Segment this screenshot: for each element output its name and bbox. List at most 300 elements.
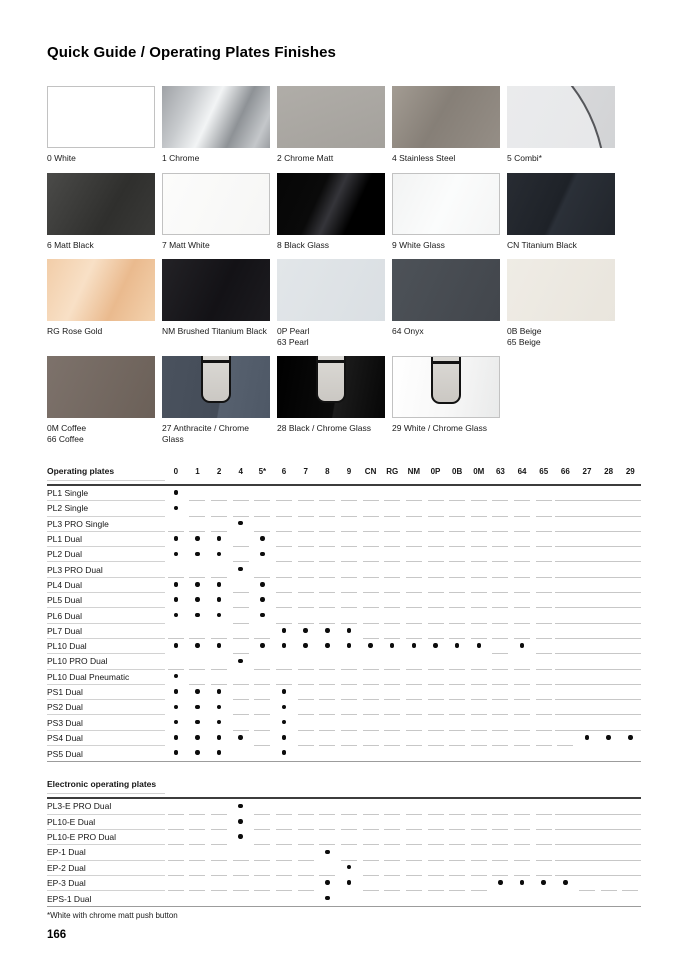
matrix-cell [381,562,403,577]
matrix-cell [490,562,512,577]
matrix-cell [403,700,425,715]
matrix-cell [619,830,641,845]
matrix-cell [360,685,382,700]
matrix-cell [338,639,360,654]
matrix-cell [490,861,512,876]
matrix-cell [295,731,317,746]
matrix-cell [338,700,360,715]
matrix-cell [165,799,187,814]
table-row [47,700,641,715]
availability-dot [585,735,590,740]
finish-swatch-cn-titanium-black [507,173,615,235]
matrix-cell [555,624,577,639]
matrix-cell [338,891,360,906]
table-row [47,731,641,746]
finish-swatch-0m-66-coffee [47,356,155,418]
footnote: *White with chrome matt push button [47,911,178,921]
matrix-cell [165,670,187,685]
matrix-cell [555,685,577,700]
matrix-cell [338,815,360,830]
matrix-cell [230,891,252,906]
availability-dot [217,536,222,541]
matrix-cell [360,715,382,730]
matrix-cell [316,578,338,593]
matrix-cell [165,746,187,761]
matrix-cell [533,486,555,501]
finish-label [277,153,385,164]
availability-dot [238,521,243,526]
finish-label [507,240,615,251]
matrix-cell [425,830,447,845]
matrix-cell [425,654,447,669]
finish-label-line: RG Rose Gold [47,326,103,336]
matrix-cell [533,685,555,700]
matrix-cell [576,654,598,669]
matrix-cell [316,501,338,516]
matrix-cell [468,845,490,860]
matrix-cell [360,624,382,639]
matrix-cell [533,608,555,623]
row-label: EPS-1 Dual [47,893,92,904]
finish-item [162,356,270,444]
matrix-cell [598,624,620,639]
finish-label [392,240,500,251]
availability-dot [520,880,525,885]
matrix-cell [295,624,317,639]
matrix-cell [360,746,382,761]
matrix-cell [511,639,533,654]
availability-dot [217,552,222,557]
matrix-cell [533,562,555,577]
matrix-cell [425,486,447,501]
matrix-cell [165,593,187,608]
row-label: PL10-E PRO Dual [47,830,165,845]
matrix-cell [316,731,338,746]
section-heading: Operating plates [47,462,165,481]
table-row [47,593,641,608]
matrix-cell [555,891,577,906]
finish-swatch-rg-rose-gold [47,259,155,321]
matrix-cell [295,799,317,814]
matrix-cell [490,517,512,532]
matrix-cell [555,815,577,830]
matrix-cell [187,845,209,860]
matrix-cell [576,746,598,761]
table-row [47,799,641,814]
availability-dot [541,880,546,885]
matrix-cell [381,593,403,608]
table-row [47,715,641,730]
matrix-cell [295,891,317,906]
matrix-cell [273,845,295,860]
finish-label-line: 0M Coffee [47,423,87,433]
matrix-cell [555,731,577,746]
matrix-cell [316,685,338,700]
matrix-cell [165,517,187,532]
matrix-cell [273,891,295,906]
finish-label [162,326,270,337]
matrix-cell [316,799,338,814]
matrix-cell [230,517,252,532]
finish-item [507,173,615,251]
matrix-cell [273,562,295,577]
availability-dot [174,720,179,725]
table-row [47,815,641,830]
matrix-cell [598,562,620,577]
matrix-cell [425,731,447,746]
matrix-cell [598,830,620,845]
matrix-cell [490,593,512,608]
matrix-cell [425,501,447,516]
matrix-cell [576,578,598,593]
finish-label [507,153,615,164]
matrix-cell [555,830,577,845]
matrix-cell [598,861,620,876]
matrix-cell [533,578,555,593]
matrix-cell [381,830,403,845]
matrix-cell [252,593,274,608]
matrix-cell [252,654,274,669]
row-label: EP-1 Dual [47,845,165,860]
matrix-cell [273,830,295,845]
matrix-cell [446,517,468,532]
row-label: EP-2 Dual [47,861,165,876]
matrix-cell [338,501,360,516]
matrix-cell [446,639,468,654]
matrix-cell [576,501,598,516]
finish-swatch-28-black-chrome-glass [277,356,385,418]
table-row [47,532,641,547]
matrix-cell [403,830,425,845]
matrix-cell [230,486,252,501]
matrix-cell [187,731,209,746]
matrix-cell [425,624,447,639]
matrix-cell [208,715,230,730]
matrix-cell [619,578,641,593]
matrix-cell [468,593,490,608]
table-row [47,562,641,577]
column-header: 0P [430,467,441,476]
finish-swatch-9-white-glass [392,173,500,235]
row-label: PL10 PRO Dual [47,654,165,669]
matrix-cell [446,608,468,623]
matrix-cell [360,593,382,608]
matrix-cell [381,746,403,761]
column-header: 63 [495,467,505,476]
matrix-cell [360,532,382,547]
finish-swatch-5-combi [507,86,615,148]
matrix-cell [381,501,403,516]
matrix-cell [338,746,360,761]
matrix-cell [338,593,360,608]
matrix-cell [576,830,598,845]
finish-item [47,86,155,164]
matrix-cell [598,501,620,516]
matrix-cell [446,861,468,876]
matrix-cell [468,746,490,761]
availability-dot [606,735,611,740]
matrix-cell [446,815,468,830]
matrix-cell [208,830,230,845]
availability-dot [282,720,287,725]
matrix-cell [468,517,490,532]
matrix-cell [511,700,533,715]
matrix-cell [252,715,274,730]
push-button [316,356,346,403]
availability-dot [325,896,330,901]
matrix-cell [381,578,403,593]
finish-label-line: 6 Matt Black [47,239,94,250]
matrix-cell [576,700,598,715]
matrix-cell [165,624,187,639]
finish-item [162,86,270,164]
matrix-cell [316,654,338,669]
matrix-cell [403,891,425,906]
matrix-cell [598,799,620,814]
matrix-cell [360,639,382,654]
row-label: PL1 Single [47,486,165,501]
availability-dot [347,628,352,633]
matrix-cell [425,799,447,814]
matrix-cell [533,624,555,639]
matrix-cell [619,700,641,715]
matrix-cell [338,731,360,746]
matrix-cell [490,746,512,761]
finish-item [392,173,500,251]
matrix-cell [576,547,598,562]
availability-dot [282,750,287,755]
matrix-cell [576,593,598,608]
matrix-cell [381,715,403,730]
matrix-cell [230,670,252,685]
finish-label-line: 2 Chrome Matt [277,153,334,163]
matrix-cell [252,670,274,685]
matrix-cell [576,486,598,501]
matrix-cell [468,639,490,654]
finish-label [392,423,500,434]
matrix-cell [230,876,252,891]
matrix-cell [381,532,403,547]
matrix-cell [187,799,209,814]
availability-dot [433,643,438,648]
matrix-cell [468,799,490,814]
finish-swatch-1-chrome [162,86,270,148]
finish-label [47,423,155,444]
matrix-cell [338,562,360,577]
availability-dot [260,613,265,618]
matrix-cell [533,830,555,845]
matrix-cell [446,654,468,669]
matrix-cell [403,845,425,860]
table-row [47,845,641,860]
matrix-cell [555,639,577,654]
availability-dot [498,880,503,885]
column-header: 28 [604,467,614,476]
matrix-cell [598,639,620,654]
matrix-cell [187,501,209,516]
finish-swatch-8-black-glass [277,173,385,235]
matrix-cell [425,700,447,715]
matrix-cell [273,815,295,830]
matrix-cell [316,593,338,608]
availability-dot [217,643,222,648]
matrix-cell [381,639,403,654]
finish-label-line: 27 Anthracite / Chrome Glass [162,423,249,444]
row-label: PL5 Dual [47,593,165,608]
matrix-cell [468,815,490,830]
matrix-cell [381,799,403,814]
matrix-cell [360,501,382,516]
availability-dot [282,689,287,694]
matrix-cell [208,746,230,761]
matrix-cell [338,486,360,501]
matrix-cell [555,861,577,876]
matrix-cell [230,532,252,547]
availability-dot [238,819,243,824]
matrix-cell [316,700,338,715]
availability-dot [195,552,200,557]
matrix-cell [403,593,425,608]
matrix-cell [273,670,295,685]
matrix-cell [165,654,187,669]
matrix-cell [403,639,425,654]
matrix-cell [295,608,317,623]
matrix-cell [619,876,641,891]
matrix-cell [619,547,641,562]
matrix-cell [576,715,598,730]
availability-dot [260,643,265,648]
matrix-cell [252,799,274,814]
matrix-cell [490,532,512,547]
matrix-cell [490,501,512,516]
table-row [47,685,641,700]
matrix-cell [381,700,403,715]
section-header-0 [47,462,641,486]
matrix-cell [576,685,598,700]
table-row [47,746,641,762]
matrix-cell [619,815,641,830]
matrix-cell [230,608,252,623]
matrix-cell [598,891,620,906]
matrix-cell [338,845,360,860]
matrix-cell [425,715,447,730]
matrix-cell [252,639,274,654]
matrix-cell [403,532,425,547]
row-label: PS1 Dual [47,685,165,700]
availability-dot [195,705,200,710]
matrix-cell [555,608,577,623]
matrix-cell [230,562,252,577]
matrix-cell [208,501,230,516]
finish-label-line: 66 Coffee [47,433,84,444]
matrix-cell [208,593,230,608]
finish-swatch-0p-63-pearl [277,259,385,321]
matrix-cell [230,685,252,700]
matrix-cell [446,700,468,715]
matrix-cell [230,593,252,608]
availability-dot [238,834,243,839]
matrix-cell [252,845,274,860]
availability-dot [412,643,417,648]
matrix-cell [446,624,468,639]
matrix-cell [533,517,555,532]
matrix-cell [598,517,620,532]
matrix-cell [208,861,230,876]
matrix-cell [555,501,577,516]
matrix-cell [187,700,209,715]
matrix-cell [576,731,598,746]
availability-dot [282,628,287,633]
finish-swatch-6-matt-black [47,173,155,235]
finish-swatch-64-onyx [392,259,500,321]
matrix-cell [619,891,641,906]
matrix-cell [295,861,317,876]
matrix-cell [273,517,295,532]
matrix-cell [165,532,187,547]
finish-swatch-nm-brushed-titanium-black [162,259,270,321]
matrix-cell [295,639,317,654]
matrix-cell [576,876,598,891]
matrix-cell [555,486,577,501]
matrix-cell [360,547,382,562]
column-header: 0M [473,467,485,476]
row-label: PL10 Dual [47,639,165,654]
availability-dot [174,643,179,648]
row-label: EP-3 Dual [47,876,165,891]
finish-swatch-27-anthracite-chrome-glass [162,356,270,418]
matrix-cell [511,654,533,669]
matrix-cell [490,624,512,639]
matrix-cell [403,608,425,623]
matrix-cell [360,830,382,845]
matrix-cell [338,517,360,532]
table-row [47,639,641,654]
column-header: 0B [452,467,463,476]
matrix-cell [360,486,382,501]
matrix-cell [403,876,425,891]
matrix-cell [468,608,490,623]
matrix-cell [338,830,360,845]
matrix-cell [208,608,230,623]
finish-swatch-29-white-chrome-glass [392,356,500,418]
matrix-cell [511,670,533,685]
matrix-cell [230,547,252,562]
column-header: 9 [346,467,352,476]
matrix-cell [165,845,187,860]
matrix-cell [273,700,295,715]
availability-dot [390,643,395,648]
column-header: 8 [325,467,330,476]
column-header: RG [386,467,399,476]
matrix-cell [511,799,533,814]
matrix-cell [555,578,577,593]
matrix-cell [598,670,620,685]
push-button [431,356,461,404]
matrix-cell [446,501,468,516]
matrix-cell [511,593,533,608]
matrix-cell [403,815,425,830]
finish-label [162,240,270,251]
matrix-cell [490,700,512,715]
matrix-cell [598,486,620,501]
column-header: NM [407,467,421,476]
matrix-cell [511,517,533,532]
finish-label-line: 29 White / Chrome Glass [392,423,487,433]
matrix-cell [165,608,187,623]
matrix-cell [511,746,533,761]
matrix-cell [273,593,295,608]
matrix-cell [598,700,620,715]
